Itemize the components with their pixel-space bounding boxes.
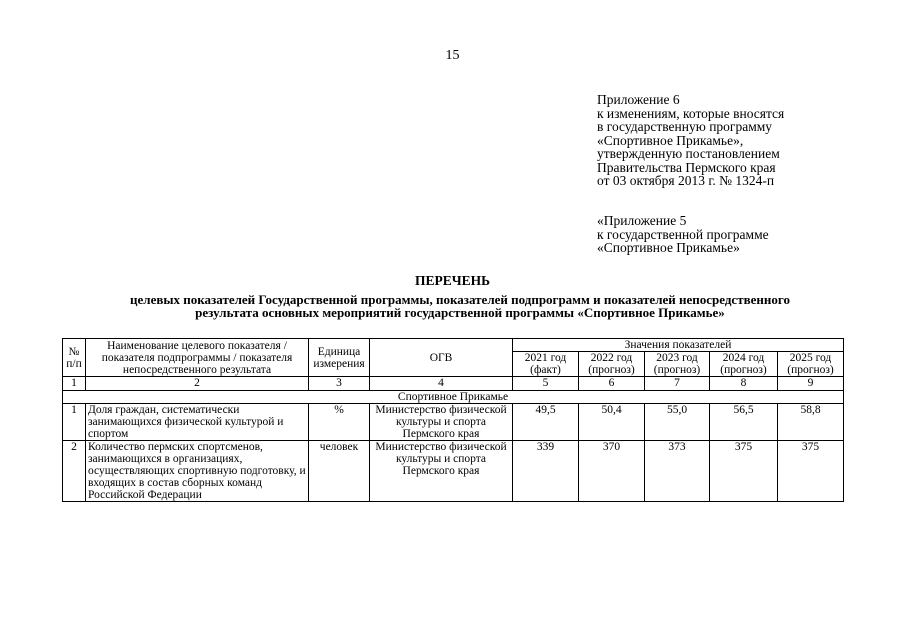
- row-value: 55,0: [645, 404, 710, 441]
- appendix-line: к изменениям, которые вносятся: [597, 105, 785, 121]
- document-subtitle: [40, 293, 880, 319]
- row-unit: человек: [309, 441, 370, 502]
- column-number: 9: [778, 377, 844, 391]
- column-number: 2: [86, 377, 309, 391]
- page-number: 15: [445, 48, 460, 63]
- row-value: 375: [778, 441, 844, 502]
- column-number: 1: [63, 377, 86, 391]
- row-unit: %: [309, 404, 370, 441]
- row-value: 58,8: [778, 404, 844, 441]
- document-title: ПЕРЕЧЕНЬ: [414, 273, 491, 288]
- header-year: 2025 год (прогноз): [778, 352, 844, 377]
- row-name: Количество пермских спортсменов, занимающихся в организациях, осуществляющих спортивную подготовку, и входящих в состав сборных команд Российской Федерации: [86, 441, 309, 502]
- table-header-row: [63, 339, 844, 352]
- section-title: Спортивное Прикамье: [63, 391, 844, 404]
- appendix-line: в государственную программу: [597, 119, 773, 134]
- row-num: 2: [63, 441, 86, 502]
- appendix-line: от 03 октября 2013 г. № 1324-п: [597, 173, 775, 188]
- appendix-note: [597, 93, 784, 188]
- row-ogv: Министерство физической культуры и спорта Пермского края: [370, 441, 513, 502]
- appendix-line: утвержденную постановлением: [597, 146, 780, 161]
- header-name: Наименование целевого показателя / показателя подпрограммы / показателя непосредственного результата: [86, 339, 309, 377]
- row-name: Доля граждан, систематически занимающихся физической культурой и спортом: [86, 404, 309, 441]
- header-unit: Единица измерения: [309, 339, 370, 377]
- appendix-line: Приложение 6: [597, 92, 680, 107]
- table-row: [63, 404, 844, 441]
- header-year: 2021 год (факт): [513, 352, 579, 377]
- row-ogv: Министерство физической культуры и спорта Пермского края: [370, 404, 513, 441]
- row-value: 49,5: [513, 404, 579, 441]
- indicators-table: [62, 338, 844, 502]
- subtitle-line-2: результата основных мероприятий государственной программы «Спортивное Прикамье»: [195, 305, 725, 320]
- column-number: 6: [579, 377, 645, 391]
- table-row: [63, 441, 844, 502]
- row-value: 339: [513, 441, 579, 502]
- header-num: № п/п: [63, 339, 86, 377]
- column-number: 4: [370, 377, 513, 391]
- row-value: 373: [645, 441, 710, 502]
- column-number-row: [63, 377, 844, 391]
- header-values: Значения показателей: [513, 339, 844, 352]
- section-row: [63, 391, 844, 404]
- header-year: 2024 год (прогноз): [710, 352, 778, 377]
- subtitle-line-1: целевых показателей Государственной программы, показателей подпрограмм и показателей непосредственного: [130, 292, 790, 307]
- header-year: 2023 год (прогноз): [645, 352, 710, 377]
- row-value: 375: [710, 441, 778, 502]
- appendix2-line: к государственной программе: [597, 226, 769, 242]
- column-number: 3: [309, 377, 370, 391]
- row-value: 56,5: [710, 404, 778, 441]
- header-ogv: ОГВ: [370, 339, 513, 377]
- column-number: 5: [513, 377, 579, 391]
- row-num: 1: [63, 404, 86, 441]
- appendix-line: Правительства Пермского края: [597, 159, 776, 175]
- header-year: 2022 год (прогноз): [579, 352, 645, 377]
- appendix2-line: «Приложение 5: [597, 213, 687, 228]
- column-number: 7: [645, 377, 710, 391]
- appendix-note-2: [597, 214, 769, 255]
- row-value: 370: [579, 441, 645, 502]
- appendix-line: «Спортивное Прикамье»,: [597, 132, 744, 148]
- column-number: 8: [710, 377, 778, 391]
- row-value: 50,4: [579, 404, 645, 441]
- appendix2-line: «Спортивное Прикамье»: [597, 240, 740, 255]
